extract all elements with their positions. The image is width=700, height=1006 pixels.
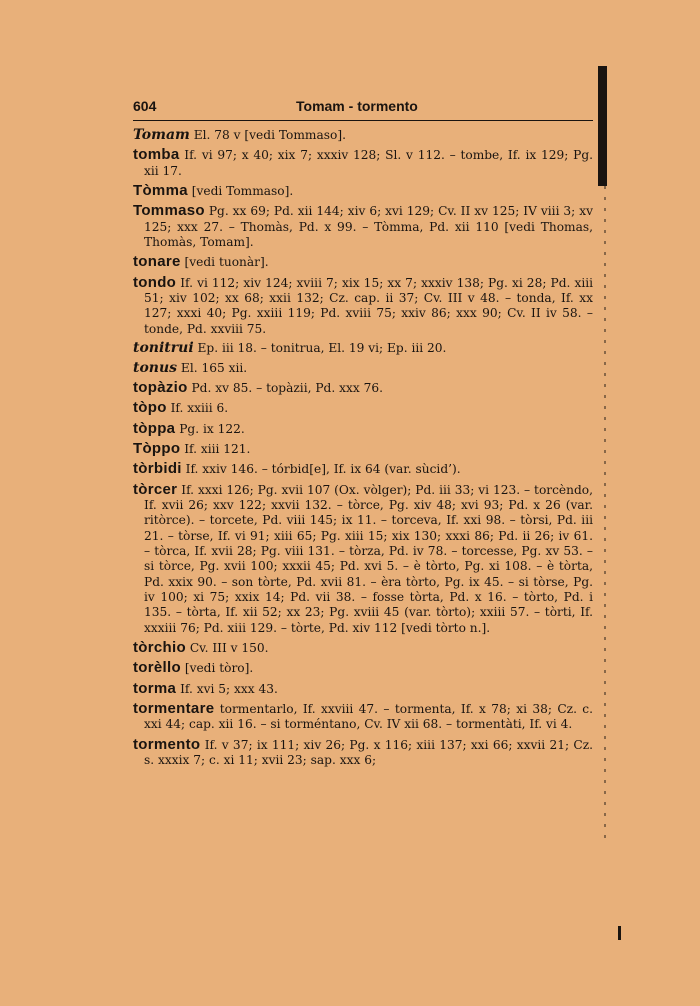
entry-torbidi <box>133 461 593 477</box>
headword: tormento <box>133 735 201 753</box>
running-title: Tomam - tormento <box>296 98 418 114</box>
entry-text: [vedi tuonàr]. <box>184 255 269 270</box>
headword: topàzio <box>133 378 188 396</box>
entry-text: If. xxxi 126; Pg. xvii 107 (Ox. vòlger); Pd. iii 33; vi 123. – torcèndo, If. xvii 26; xxv 122; xxvii 132. – tòrce, Pg. xiv 48; xvi 93; Pd. x 26 (var. ritòrce). – torcete, Pd. viii 145; ix 11. – torceva, If. xxi 98. – tòrsi, Pd. iii 21. – tòrse, If. vi 91; xiii 65; Pg. xiii 15; xix 130; xxxi 86; Pd. ii 26; iv 61. – tòrca, If. xvii 28; Pg. viii 131. – tòrza, Pd. iv 78. – torcesse, Pg. xv 53. – si tòrce, Pg. xvii 100; xxxii 45; Pd. xvi 5. – è tòrto, Pg. xi 108. – è tòrta, Pd. xxix 90. – son tòrte, Pd. xvii 81. – èra tòrto, Pg. ix 45. – si tòrse, Pg. iv 100; xi 75; xxix 14; Pd. vii 38. – fosse tòrta, Pd. x 16. – tòrto, Pd. i 135. – tòrta, If. xii 52; xx 23; Pg. xviii 45 (var. tòrto); xxiii 57. – tòrti, If. xxxiii 76; Pd. xiii 129. – tòrte, Pd. xiv 112 [vedi tòrto n.]. <box>144 482 594 635</box>
headword: tonitrui <box>133 340 194 357</box>
entry-list <box>133 128 593 772</box>
entry-torma <box>133 681 593 697</box>
headword: tonare <box>133 253 181 271</box>
entry-tommaso <box>133 203 593 250</box>
entry-tonare <box>133 254 593 270</box>
entry-text: If. xvi 5; xxx 43. <box>180 681 278 696</box>
headword: tondo <box>133 273 177 291</box>
headword: tòrchio <box>133 638 186 656</box>
entry-tonitrui <box>133 341 593 356</box>
headword: Tòppo <box>133 440 181 458</box>
entry-toppo <box>133 441 593 457</box>
entry-tormento <box>133 737 593 769</box>
entry-text: If. v 37; ix 111; xiv 26; Pg. x 116; xiii 137; xxi 66; xxvii 21; Cz. s. xxxix 7; c. xi 11; xvii 23; sap. xxx 6; <box>144 737 593 768</box>
entry-tonus <box>133 361 593 376</box>
entry-tomam <box>133 128 593 143</box>
entry-text: [vedi Tommaso]. <box>191 184 294 199</box>
entry-text: Pg. xx 69; Pd. xii 144; xiv 6; xvi 129; Cv. II xv 125; IV viii 3; xv 125; xxx 27. – Thomàs, Pd. x 99. – Tòmma, Pd. xii 110 [vedi Thomas, Thomàs, Tomam]. <box>144 204 594 250</box>
headword: tòpo <box>133 399 167 417</box>
entry-tormentare <box>133 701 593 733</box>
entry-text: If. vi 97; x 40; xix 7; xxxiv 128; Sl. v 112. – tombe, If. ix 129; Pg. xii 17. <box>144 148 594 178</box>
headword: tormentare <box>133 700 215 718</box>
entry-topazio <box>133 380 593 396</box>
entry-text: If. xiii 121. <box>184 442 251 457</box>
page-edge-bar <box>598 66 607 186</box>
page-number: 604 <box>133 98 157 114</box>
entry-text: Pd. xv 85. – topàzii, Pd. xxx 76. <box>191 380 383 395</box>
page-edge-mark <box>618 926 621 940</box>
running-header <box>133 96 593 121</box>
page-edge-dotted-line <box>604 186 606 846</box>
headword: tonus <box>133 359 178 376</box>
headword: Tomam <box>133 127 190 143</box>
entry-text: Pg. ix 122. <box>179 421 245 436</box>
entry-text: Cv. III v 150. <box>189 640 269 655</box>
entry-toppa <box>133 421 593 437</box>
entry-torchio <box>133 640 593 656</box>
headword: Tòmma <box>133 182 188 200</box>
headword: tòrbidi <box>133 460 182 478</box>
headword: Tommaso <box>133 202 205 220</box>
headword: torma <box>133 679 177 697</box>
entry-torello <box>133 660 593 676</box>
entry-topo <box>133 400 593 416</box>
entry-text: Ep. iii 18. – tonitrua, El. 19 vi; Ep. iii 20. <box>197 341 447 356</box>
entry-tomba <box>133 147 593 179</box>
entry-text: El. 78 v [vedi Tommaso]. <box>193 128 346 142</box>
entry-tondo <box>133 275 593 337</box>
entry-text: If. xxiii 6. <box>170 401 229 416</box>
entry-text: If. xxiv 146. – tórbid[e], If. ix 64 (var. sùcid’). <box>185 462 461 477</box>
entry-text: El. 165 xii. <box>180 360 248 375</box>
entry-torcer <box>133 482 593 636</box>
entry-text: [vedi tòro]. <box>184 661 254 676</box>
headword: tòppa <box>133 419 176 437</box>
entry-tomma <box>133 183 593 199</box>
headword: tomba <box>133 146 180 164</box>
entry-text: If. vi 112; xiv 124; xviii 7; xix 15; xx 7; xxxiv 138; Pg. xi 28; Pd. xiii 51; xiv 102; xx 68; xxii 132; Cz. cap. ii 37; Cv. III v 48. – tonda, If. xx 127; xxxi 40; Pg. xxiii 119; Pd. xviii 75; xxiv 86; xxx 90; Cv. II iv 58. – tonde, Pd. xxviii 75. <box>144 275 594 336</box>
headword: torèllo <box>133 659 181 677</box>
headword: tòrcer <box>133 480 178 498</box>
entry-text: tormentarlo, If. xxviii 47. – tormenta, If. x 78; xi 38; Cz. c. xxi 44; cap. xii 16. – si torméntano, Cv. IV xii 68. – tormentàti, If. vi 4. <box>144 702 593 732</box>
